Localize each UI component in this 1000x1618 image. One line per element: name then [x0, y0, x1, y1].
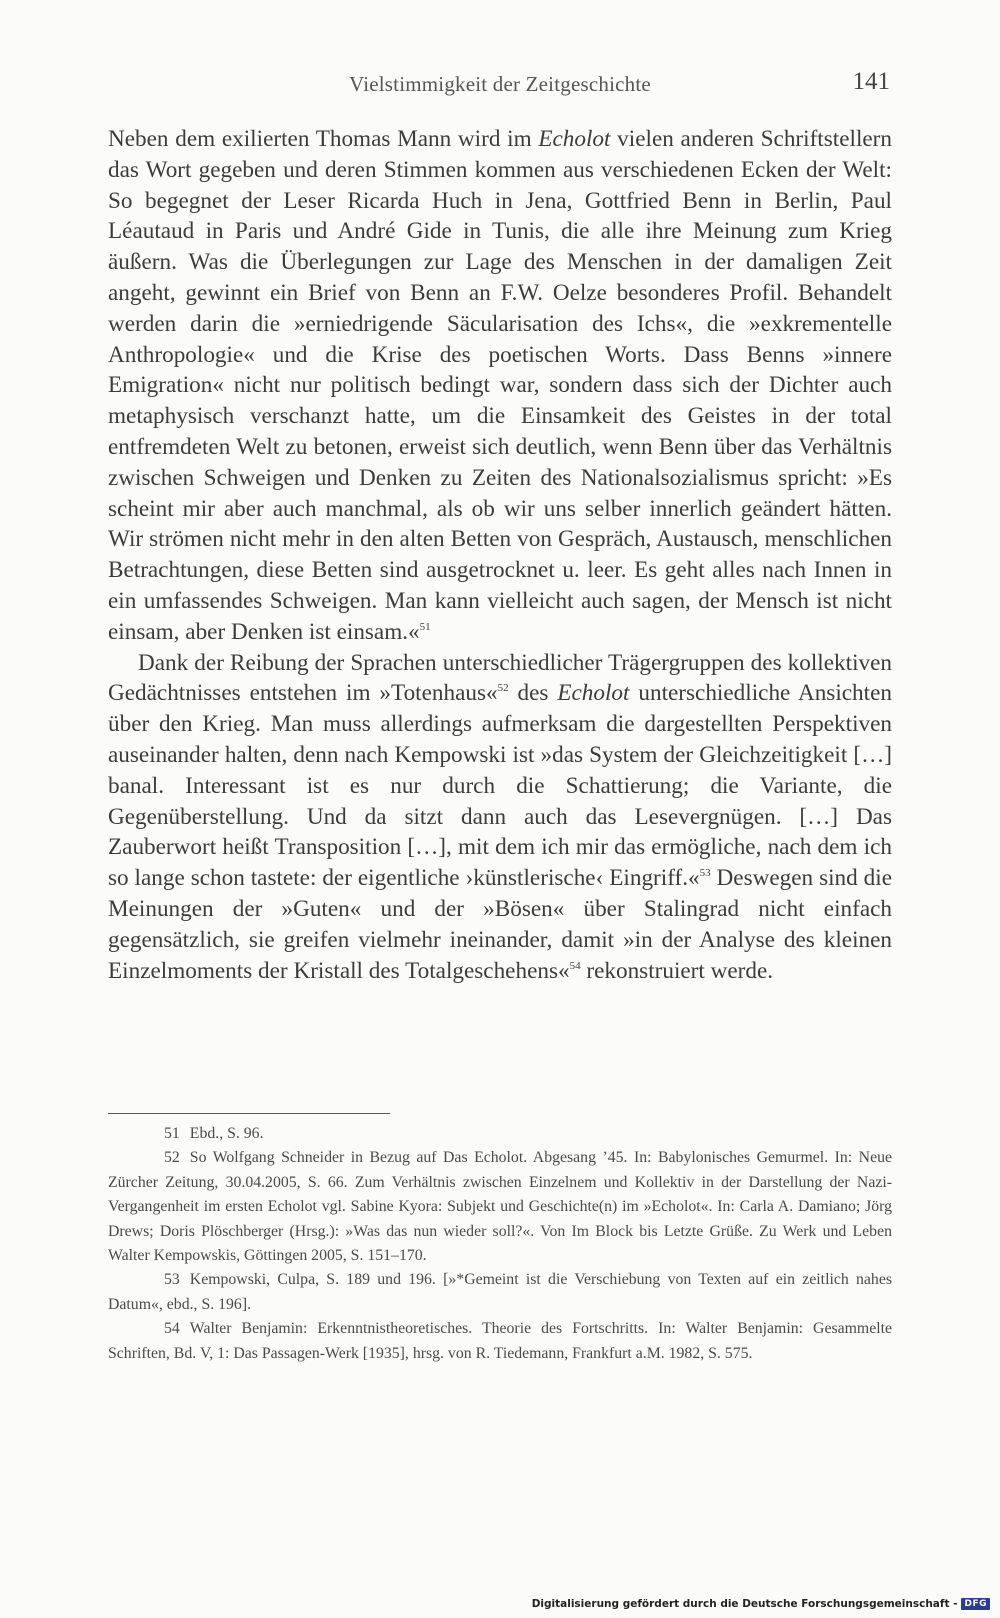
footnote-ref-53: 53	[699, 867, 711, 880]
footnote-number: 52	[164, 1149, 180, 1167]
footnote-53	[108, 1268, 892, 1317]
footnote-number: 54	[164, 1320, 180, 1338]
footnotes	[108, 1122, 892, 1366]
work-title: Echolot	[557, 680, 630, 707]
footnote-ref-52: 52	[497, 682, 509, 695]
main-text	[108, 124, 892, 986]
work-title: Echolot	[538, 126, 611, 152]
dfg-funding-notice	[532, 1596, 990, 1612]
page-number: 141	[852, 68, 890, 95]
footnote-text: Walter Benjamin: Erkenntnistheoretisches. Theorie des Fortschritts. In: Walter Benjamin: Gesammelte Schriften, Bd. V, 1: Das Passagen-Werk [1935], hrsg. von R. Tiedemann, Frankfurt a.M. 1982, S. 575.	[108, 1320, 892, 1362]
footnote-ref-54: 54	[569, 959, 581, 972]
footnote-separator	[108, 1113, 390, 1114]
paragraph-2: Dank der Reibung der Sprachen unterschiedlicher Trägergruppen des kollektiven Gedächtnisses entstehen im »Totenhaus«$^{52}$ des Echolot unterschiedliche Ansichten über den Krieg. Man muss allerdings aufmerksam die dargestellten Perspektiven auseinander halten, denn nach Kempowski ist »das System der Gleichzeitigkeit […] banal. Interessant ist es nur durch die Schattierung; die Variante, die Gegenüberstellung. Und da sitzt dann auch das Lesevergnügen. […] Das Zauberwort heißt Transposition […], mit dem ich mir das ermögliche, nach dem ich so lange schon tastete: der eigentliche ›künstlerische‹ Eingriff.«$^{53}$ Deswegen sind die Meinungen der »Guten« und der »Bösen« über Stalingrad nicht einfach gegensätzlich, sie greifen vielmehr ineinander, damit »in der Analyse des kleinen Einzelmoments der Kristall des Totalgeschehens«$^{54}$ rekonstruiert werde.	[108, 649, 892, 984]
footnote-51	[108, 1122, 892, 1146]
dfg-logo: DFG	[961, 1598, 990, 1610]
footnote-text: So Wolfgang Schneider in Bezug auf Das Echolot. Abgesang ’45. In: Babylonisches Gemurmel. In: Neue Zürcher Zeitung, 30.04.2005, S. 66. Zum Verhältnis zwischen Einzelnem und Kollektiv in der Darstellung der Nazi-Vergangenheit im ersten Echolot vgl. Sabine Kyora: Subjekt und Geschichte(n) im »Echolot«. In: Carla A. Damiano; Jörg Drews; Doris Plöschberger (Hrsg.): »Was das nun wieder soll?«. Von Im Block bis Letzte Grüße. Zu Werk und Leben Walter Kempowskis, Göttingen 2005, S. 151–170.	[108, 1149, 892, 1265]
dfg-notice-text: Digitalisierung gefördert durch die Deutsche Forschungsgemeinschaft -	[531, 1598, 958, 1610]
footnote-54	[108, 1317, 892, 1366]
footnote-text: Kempowski, Culpa, S. 189 und 196. [»*Gemeint ist die Verschiebung von Texten auf ein zeitlich nahes Datum«, ebd., S. 196].	[108, 1271, 892, 1313]
running-title: Vielstimmigkeit der Zeitgeschichte	[349, 72, 651, 96]
paragraph-1: Neben dem exilierten Thomas Mann wird im Echolot vielen anderen Schriftstellern das Wort gegeben und deren Stimmen kommen aus verschiedenen Ecken der Welt: So begegnet der Leser Ricarda Huch in Jena, Gottfried Benn in Berlin, Paul Léautaud in Paris und André Gide in Tunis, die alle ihre Meinung zum Krieg äußern. Was die Überlegungen zur Lage des Menschen in der damaligen Zeit angeht, gewinnt ein Brief von Benn an F.W. Oelze besonderes Profil. Behandelt werden darin die »erniedrigende Säcularisation des Ichs«, die »exkrementelle Anthropologie« und die Krise des poetischen Worts. Dass Benns »innere Emigration« nicht nur politisch bedingt war, sondern dass sich der Dichter auch metaphysisch verschanzt hatte, um die Einsamkeit des Geistes in der total entfremdeten Welt zu betonen, erweist sich deutlich, wenn Benn über das Verhältnis zwischen Schweigen und Denken zu Zeiten des Nationalsozialismus spricht: »Es scheint mir aber auch manchmal, als ob wir uns selber innerlich geändert hätten. Wir strömen nicht mehr in den alten Betten von Gespräch, Austausch, menschlichen Betrachtungen, diese Betten sind ausgetrocknet u. leer. Es geht alles nach Innen in ein umfassendes Schweigen. Man kann vielleicht auch sagen, der Mensch ist nicht einsam, aber Denken ist einsam.«$^{51}$	[108, 126, 892, 645]
page-header	[108, 68, 892, 108]
footnote-number: 51	[164, 1125, 180, 1142]
footnote-text: Ebd., S. 96.	[189, 1125, 264, 1142]
footnote-ref-51: 51	[419, 620, 431, 633]
footnote-number: 53	[164, 1271, 180, 1289]
footnote-52	[108, 1146, 892, 1268]
